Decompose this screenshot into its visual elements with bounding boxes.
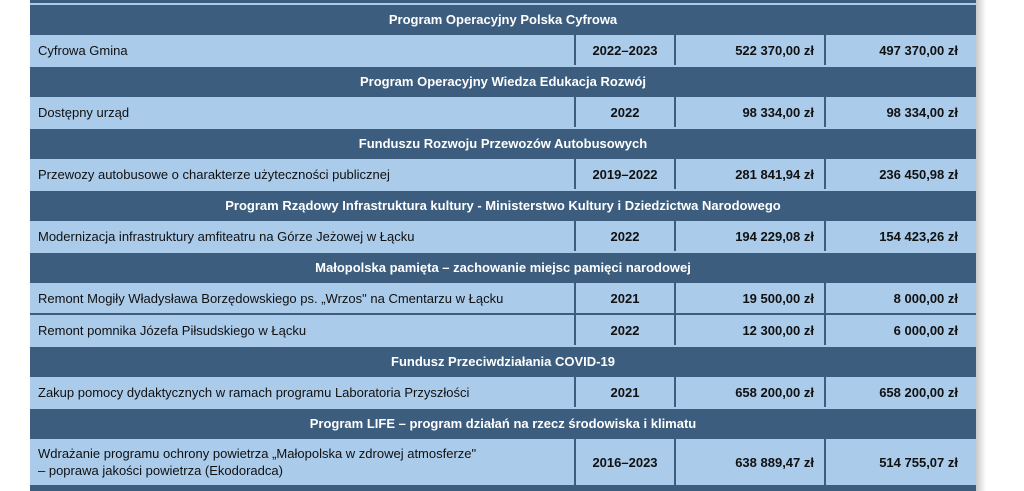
page-edge-shadow — [976, 0, 986, 491]
table-row — [30, 437, 976, 485]
project-grant-value: 154 423,26 zł — [826, 221, 976, 251]
project-years: 2022 — [576, 221, 676, 251]
section-title: Fundusz Przeciwdziałania COVID-19 — [391, 353, 615, 369]
project-name: Zakup pomocy dydaktycznych w ramach programu Laboratoria Przyszłości — [30, 377, 576, 407]
section-header — [30, 127, 976, 157]
section-header — [30, 65, 976, 95]
project-total-value: 658 200,00 zł — [676, 377, 826, 407]
section-header — [30, 251, 976, 281]
project-name: Remont pomnika Józefa Piłsudskiego w Łącku — [30, 315, 576, 345]
project-name — [30, 439, 576, 485]
section-title: Małopolska pamięta – zachowanie miejsc pamięci narodowej — [315, 259, 691, 275]
project-name: Dostępny urząd — [30, 97, 576, 127]
section-header — [30, 189, 976, 219]
funding-table — [30, 0, 976, 491]
section-header — [30, 345, 976, 375]
project-years: 2021 — [576, 377, 676, 407]
table-row — [30, 313, 976, 345]
project-years: 2016–2023 — [576, 439, 676, 485]
section-title: Program Operacyjny Polska Cyfrowa — [388, 11, 618, 27]
section-title: Program Rządowy Infrastruktura kultury - Ministerstwo Kultury i Dziedzictwa Narodowego — [225, 197, 781, 213]
project-grant-value: 8 000,00 zł — [826, 283, 976, 313]
project-years: 2021 — [576, 283, 676, 313]
project-total-value: 12 300,00 zł — [676, 315, 826, 345]
table-row — [30, 95, 976, 127]
project-grant-value: 658 200,00 zł — [826, 377, 976, 407]
project-total-value: 98 334,00 zł — [676, 97, 826, 127]
section-header — [30, 3, 976, 33]
table-row — [30, 375, 976, 407]
project-grant-value: 497 370,00 zł — [826, 35, 976, 65]
project-years: 2022–2023 — [576, 35, 676, 65]
project-total-value: 19 500,00 zł — [676, 283, 826, 313]
project-grant-value: 236 450,98 zł — [826, 159, 976, 189]
project-grant-value: 514 755,07 zł — [826, 439, 976, 485]
project-years: 2022 — [576, 97, 676, 127]
section-title: Funduszu Rozwoju Przewozów Autobusowych — [358, 135, 648, 151]
project-years: 2019–2022 — [576, 159, 676, 189]
table-row — [30, 157, 976, 189]
project-name-line-2: – poprawa jakości powietrza (Ekodoradca) — [38, 463, 283, 478]
section-title: Program LIFE – program działań na rzecz środowiska i klimatu — [309, 415, 697, 431]
project-years: 2022 — [576, 315, 676, 345]
section-title: Program Operacyjny Wiedza Edukacja Rozwój — [360, 73, 646, 89]
project-total-value: 638 889,47 zł — [676, 439, 826, 485]
project-name: Przewozy autobusowe o charakterze użyteczności publicznej — [30, 159, 576, 189]
table-bottom-border — [30, 485, 976, 491]
project-total-value: 522 370,00 zł — [676, 35, 826, 65]
table-row — [30, 219, 976, 251]
project-grant-value: 6 000,00 zł — [826, 315, 976, 345]
table-row — [30, 281, 976, 313]
project-name: Remont Mogiły Władysława Borzędowskiego ps. „Wrzos" na Cmentarzu w Łącku — [30, 283, 576, 313]
table-row — [30, 33, 976, 65]
project-name: Cyfrowa Gmina — [30, 35, 576, 65]
project-name-line-1: Wdrażanie programu ochrony powietrza „Małopolska w zdrowej atmosferze" — [38, 446, 477, 461]
project-total-value: 281 841,94 zł — [676, 159, 826, 189]
project-total-value: 194 229,08 zł — [676, 221, 826, 251]
project-grant-value: 98 334,00 zł — [826, 97, 976, 127]
project-name: Modernizacja infrastruktury amfiteatru na Górze Jeżowej w Łącku — [30, 221, 576, 251]
section-header — [30, 407, 976, 437]
